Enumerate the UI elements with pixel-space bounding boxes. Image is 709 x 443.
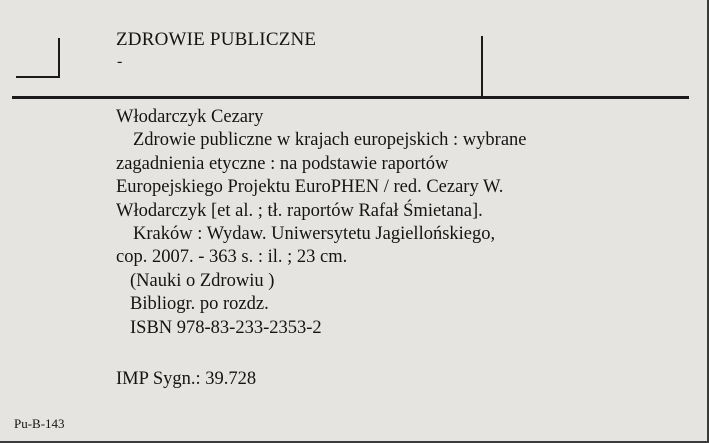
corner-mark-horizontal xyxy=(16,76,60,78)
isbn-line: ISBN 978-83-233-2353-2 xyxy=(130,317,322,338)
title-line: Włodarczyk [et al. ; tł. raportów Rafał Śmietana]. xyxy=(116,200,483,221)
series-note: (Nauki o Zdrowiu ) xyxy=(130,270,275,291)
shelf-code: Pu-B-143 xyxy=(14,416,65,431)
bibliography-note: Bibliogr. po rozdz. xyxy=(130,294,269,315)
subject-heading: ZDROWIE PUBLICZNE xyxy=(116,29,317,50)
call-number: IMP Sygn.: 39.728 xyxy=(116,369,257,390)
title-line: zagadnienia etyczne : na podstawie raportów xyxy=(116,153,449,174)
corner-mark-vertical xyxy=(58,38,60,78)
bibliographic-entry xyxy=(116,106,676,391)
title-line: Zdrowie publiczne w krajach europejskich : wybrane xyxy=(133,130,527,151)
author-heading: Włodarczyk Cezary xyxy=(116,107,264,127)
imprint-line: cop. 2007. - 363 s. : il. ; 23 cm. xyxy=(116,247,348,268)
main-rule xyxy=(12,96,689,99)
subject-subdivision: - xyxy=(117,53,123,70)
imprint-line: Kraków : Wydaw. Uniwersytetu Jagiellońskiego, xyxy=(133,224,496,245)
title-line: Europejskiego Projektu EuroPHEN / red. Cezary W. xyxy=(116,177,504,198)
heading-rule xyxy=(481,36,483,98)
